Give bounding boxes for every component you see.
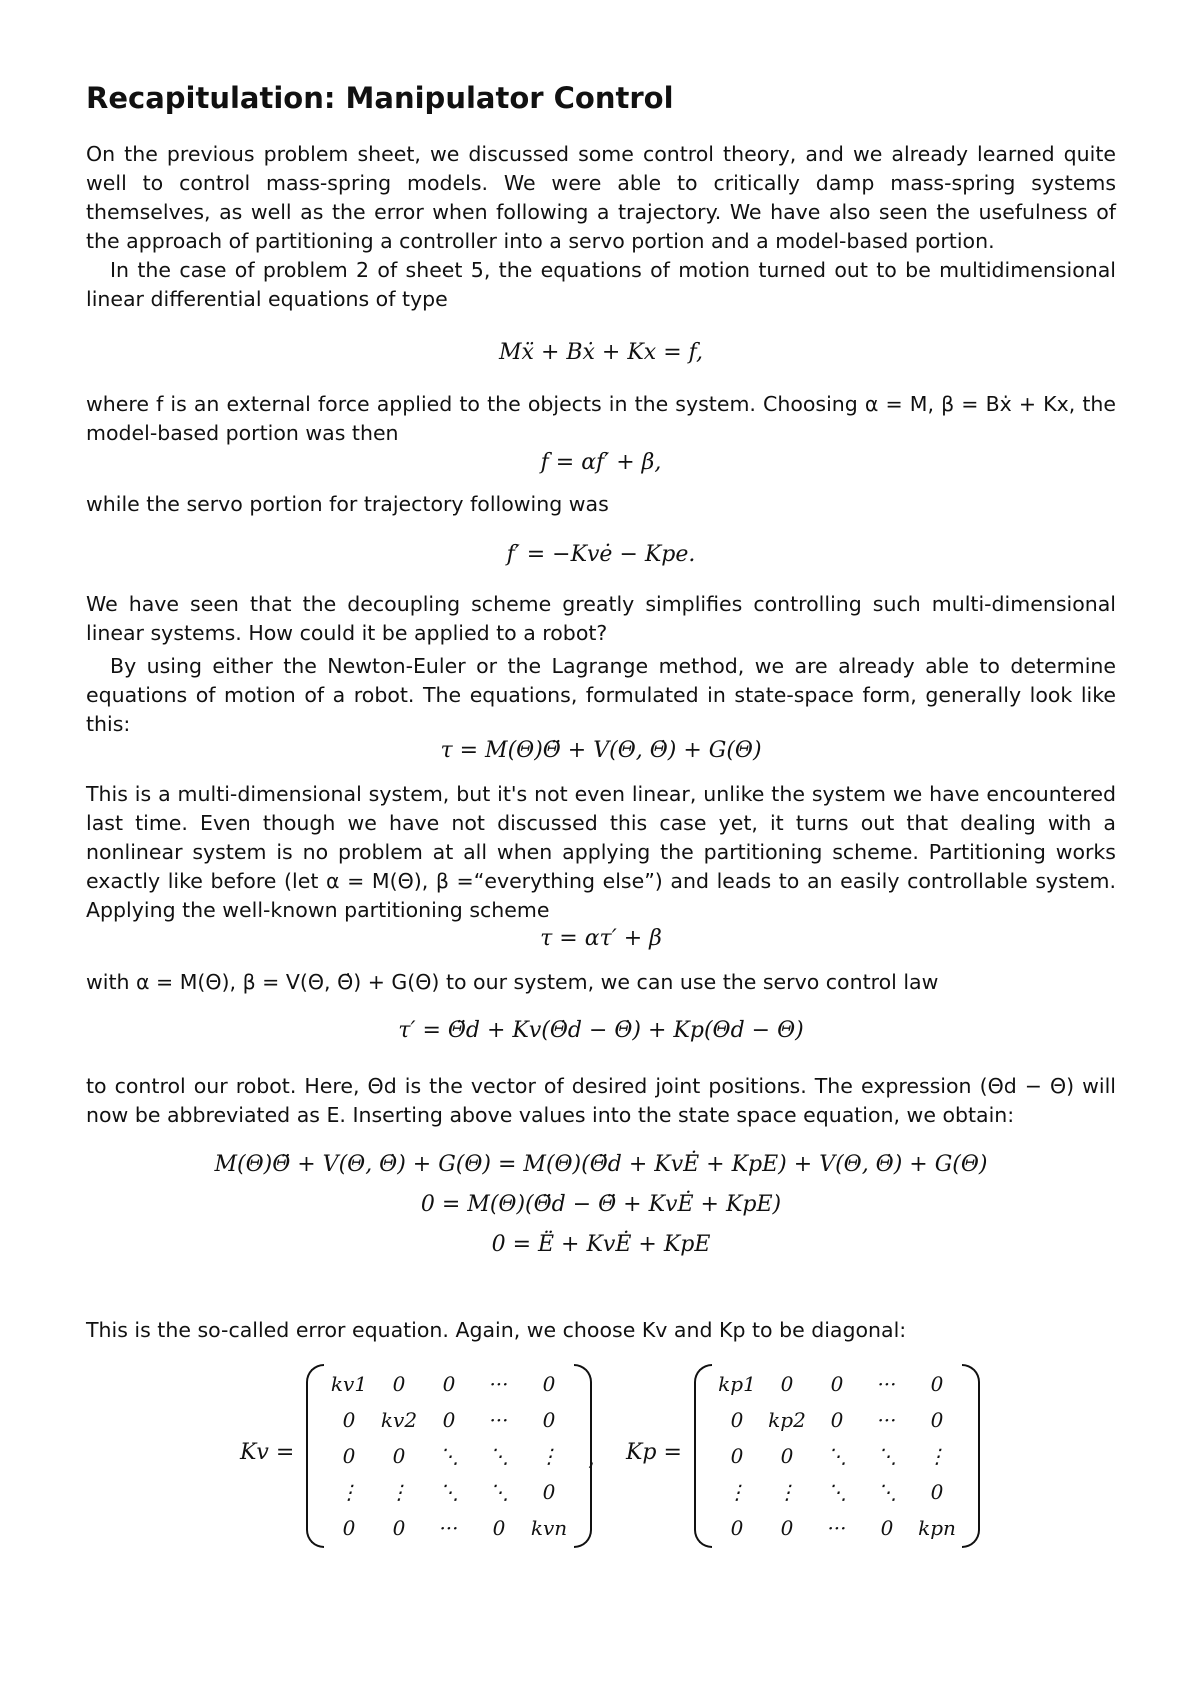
kv-matrix [306,1366,592,1546]
kp-cell: ⋱ [877,1443,897,1468]
equation-derivation-2: 0 = M(Θ)(Θ̈d − Θ̈ + KvĖ + KpE) [420,1192,782,1217]
kv-cell: kv2 [380,1407,418,1432]
equation-derivation-1: M(Θ)Θ̈ + V(Θ, Θ̇) + G(Θ) = M(Θ)(Θ̈d + KvĖ + KpE) + V(Θ, Θ̇) + G(Θ) [214,1152,988,1177]
kp-cell: ⋱ [827,1479,847,1504]
kv-cell: 0 [342,1515,356,1540]
paragraph-newton-euler: By using either the Newton-Euler or the Lagrange method, we are already able to determine equations of motion of a robot. The equations, formulated in state-space form, generally look like this: [86,654,1116,736]
kp-cell: ⋮ [777,1479,797,1504]
equation-servo: f′ = −Kvė − Kpe. [506,542,696,567]
kp-label: Kp = [626,1440,682,1465]
kp-cell: 0 [830,1407,844,1432]
kv-cell: kv1 [330,1371,368,1396]
kv-cell: ⋱ [489,1479,509,1504]
paragraph-with-alpha: with α = M(Θ), β = V(Θ, Θ̇) + G(Θ) to our system, we can use the servo control law [86,970,939,994]
kp-cell: 0 [730,1407,744,1432]
kv-cell: ⋱ [489,1443,509,1468]
kp-cell: 0 [930,1371,944,1396]
kv-cell: 0 [342,1407,356,1432]
kv-cell: 0 [492,1515,506,1540]
kp-cell: kp1 [718,1371,756,1396]
equation-model-based: f = αf′ + β, [540,450,662,475]
kp-cell: ··· [877,1371,897,1396]
equation-motion-linear: Mẍ + Bẋ + Kx = f, [499,340,703,365]
kp-cell: 0 [730,1443,744,1468]
kv-cell: 0 [392,1443,406,1468]
kp-cell: ··· [877,1407,897,1432]
kv-cell: ⋱ [439,1443,459,1468]
kp-cell: 0 [780,1443,794,1468]
kp-cell: 0 [780,1371,794,1396]
paragraph-problem2: In the case of problem 2 of sheet 5, the equations of motion turned out to be multidimensional linear differential equations of type [86,258,1116,311]
kp-cell: 0 [880,1515,894,1540]
kv-cell: ⋮ [339,1479,359,1504]
kv-cell: 0 [542,1371,556,1396]
paragraph-servo: while the servo portion for trajectory following was [86,492,609,516]
page-title: Recapitulation: Manipulator Control [86,81,674,115]
equation-partition: τ = ατ′ + β [540,926,662,951]
kv-cell: kvn [530,1515,568,1540]
kp-cell: ⋱ [827,1443,847,1468]
kp-cell: ⋮ [927,1443,947,1468]
paragraph-control-robot: to control our robot. Here, Θd is the vector of desired joint positions. The expression (Θd − Θ) will now be abbreviated as E. Inserting above values into the state space equation, we obtain: [86,1074,1116,1127]
kp-cell: 0 [930,1479,944,1504]
kv-cell: 0 [392,1371,406,1396]
kp-cell: 0 [930,1407,944,1432]
kv-cell: 0 [542,1407,556,1432]
kv-cell: 0 [442,1407,456,1432]
kv-cell: 0 [542,1479,556,1504]
paragraph-nonlinear: This is a multi-dimensional system, but it's not even linear, unlike the system we have encountered last time. Even though we have not discussed this case yet, it turns out that dealing with a nonlinear system is no problem at all when applying the partitioning scheme. Partitioning works exactly like before (let α = M(Θ), β =“everything else”) and leads to an easily controllable system. Applying the well-known partitioning scheme [86,782,1116,922]
paragraph-decoupling: We have seen that the decoupling scheme greatly simplifies controlling such multi-dimensional linear systems. How could it be applied to a robot? [86,592,1116,645]
kv-cell: 0 [342,1443,356,1468]
kp-cell: 0 [830,1371,844,1396]
paragraph-force: where f is an external force applied to the objects in the system. Choosing α = M, β = Bẋ + Kx, the model-based portion was then [86,392,1116,445]
kp-cell: ⋱ [877,1479,897,1504]
kv-cell: ··· [489,1407,509,1432]
kp-cell: kpn [918,1515,956,1540]
matrix-separator: , [588,1446,595,1471]
kv-cell: 0 [442,1371,456,1396]
kv-cell: 0 [392,1515,406,1540]
paragraph-error-equation: This is the so-called error equation. Again, we choose Kv and Kp to be diagonal: [86,1318,907,1342]
paragraph-intro: On the previous problem sheet, we discussed some control theory, and we already learned quite well to control mass-spring models. We were able to critically damp mass-spring systems themselves, as well as the error when following a trajectory. We have also seen the usefulness of the approach of partitioning a controller into a servo portion and a model-based portion. [86,142,1116,253]
kv-cell: ⋮ [389,1479,409,1504]
kp-cell: 0 [730,1515,744,1540]
kp-cell: 0 [780,1515,794,1540]
kp-cell: ⋮ [727,1479,747,1504]
kp-cell: ··· [827,1515,847,1540]
kv-cell: ⋮ [539,1443,559,1468]
equation-derivation-3: 0 = Ë + KvĖ + KpE [491,1232,711,1257]
equation-state-space: τ = M(Θ)Θ̈ + V(Θ, Θ̇) + G(Θ) [440,738,762,763]
kv-label: Kv = [240,1440,295,1465]
kv-cell: ··· [439,1515,459,1540]
equation-servo-law: τ′ = Θ̈d + Kv(Θ̇d − Θ̇) + Kp(Θd − Θ) [398,1018,804,1043]
kv-cell: ··· [489,1371,509,1396]
kp-matrix [694,1366,980,1546]
kp-cell: kp2 [768,1407,806,1432]
kv-cell: ⋱ [439,1479,459,1504]
